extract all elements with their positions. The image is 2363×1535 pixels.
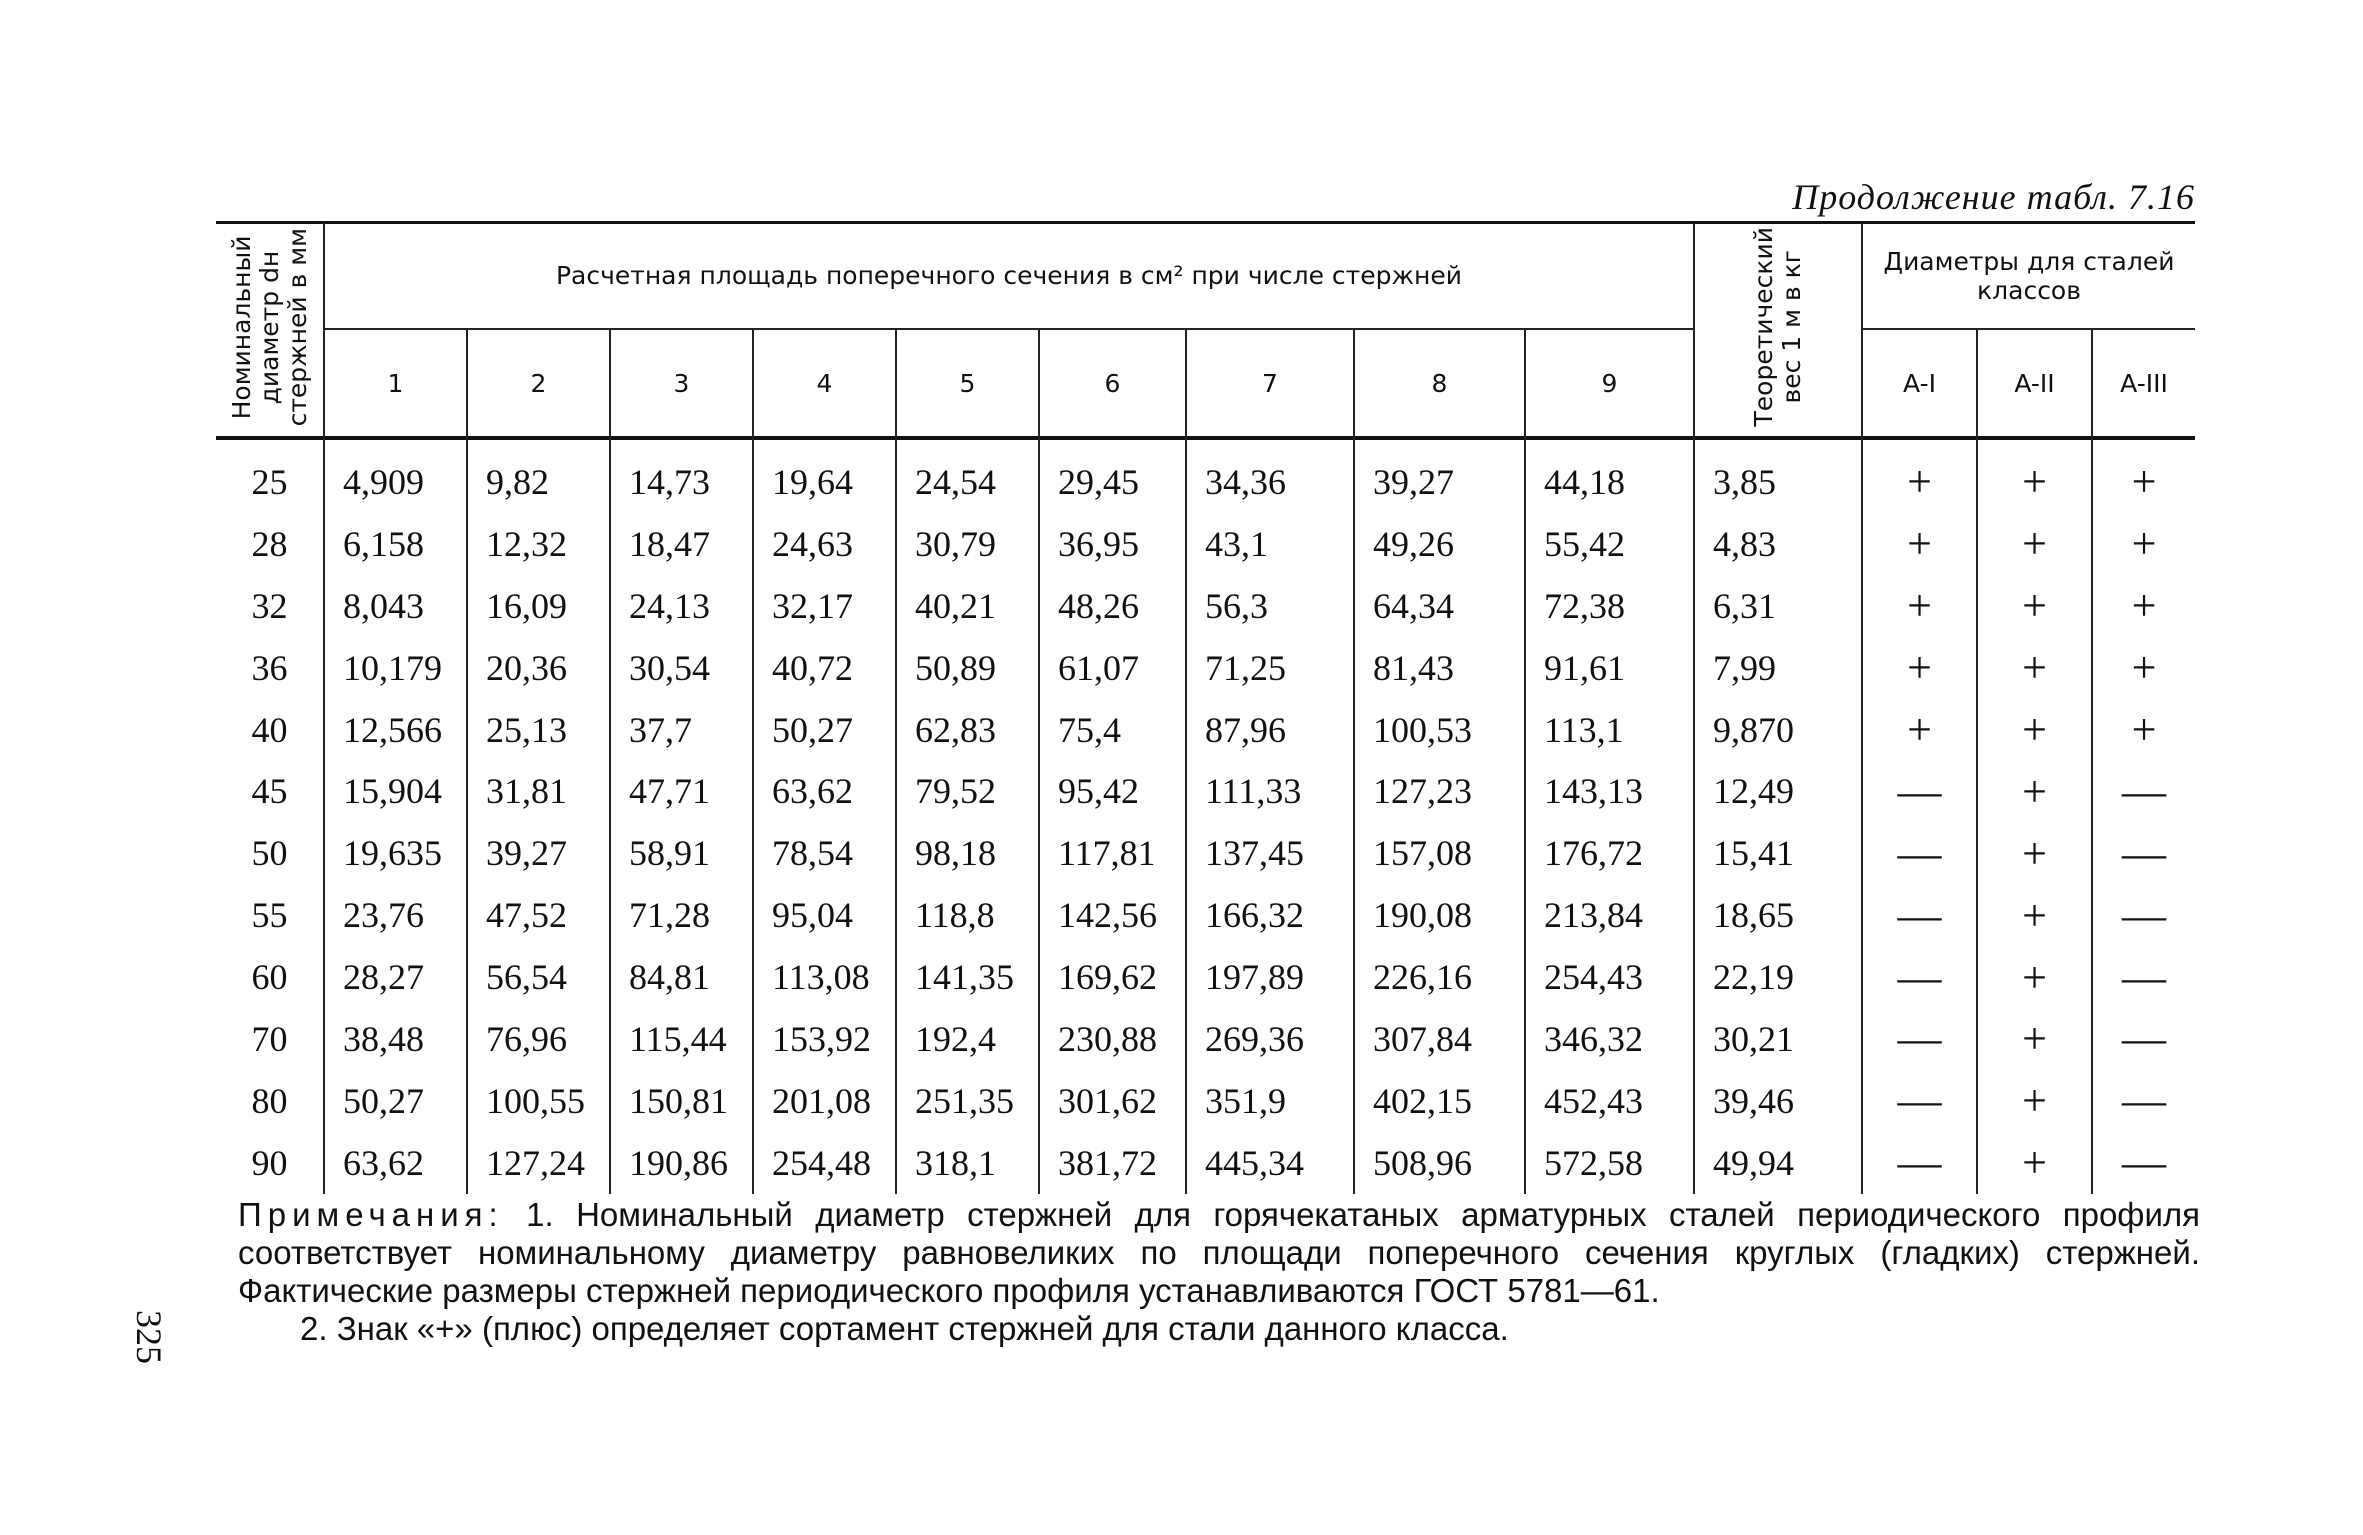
cell-area: 8,043	[324, 575, 467, 637]
cell-area: 141,35	[896, 946, 1039, 1008]
cell-area: 10,179	[324, 637, 467, 699]
cell-area: 50,89	[896, 637, 1039, 699]
cell-area: 19,635	[324, 822, 467, 884]
cell-class-mark: —	[2092, 1070, 2195, 1132]
note-1-text: 1. Номинальный диаметр стержней для горячекатаных арматурных сталей периодического профиля соответствует номинальному диаметру равновеликих по площади поперечного сечения круглых (гладких) стержней. Фактические размеры стержней периодического профиля устанавливаются ГОСТ 5781—61.	[238, 1196, 2201, 1309]
cell-diameter: 90	[251, 1142, 288, 1183]
cell-area: 254,43	[1525, 946, 1694, 1008]
cell-area: 402,15	[1354, 1070, 1525, 1132]
cell-area: 346,32	[1525, 1008, 1694, 1070]
cell-area: 16,09	[467, 575, 610, 637]
cell-area: 56,3	[1186, 575, 1354, 637]
cell-area: 72,38	[1525, 575, 1694, 637]
cell-class-mark: +	[2092, 637, 2195, 699]
cell-area: 142,56	[1039, 884, 1186, 946]
cell-area: 64,34	[1354, 575, 1525, 637]
cell-area: 572,58	[1525, 1132, 1694, 1194]
cell-area: 9,82	[467, 437, 610, 513]
header-class: A-I	[1862, 329, 1977, 437]
table-row	[216, 637, 2195, 699]
table-row	[216, 699, 2195, 761]
cell-area: 95,04	[753, 884, 896, 946]
cell-area: 14,73	[610, 437, 753, 513]
table-row	[216, 884, 2195, 946]
cell-class-mark: +	[1862, 513, 1977, 575]
cell-class-mark: —	[2092, 1132, 2195, 1194]
header-count: 4	[753, 329, 896, 437]
note-2: 2. Знак «+» (плюс) определяет сортамент стержней для стали данного класса.	[300, 1310, 1509, 1347]
cell-area: 100,53	[1354, 699, 1525, 761]
cell-class-mark: +	[1977, 513, 2092, 575]
cell-area: 39,27	[467, 822, 610, 884]
cell-class-mark: +	[1977, 1132, 2092, 1194]
cell-class-mark: +	[1977, 1070, 2092, 1132]
header-count: 7	[1186, 329, 1354, 437]
cell-area: 98,18	[896, 822, 1039, 884]
cell-class-mark: —	[1862, 760, 1977, 822]
cell-area: 63,62	[753, 760, 896, 822]
cell-area: 79,52	[896, 760, 1039, 822]
note-1	[238, 1196, 2200, 1310]
cell-area: 50,27	[324, 1070, 467, 1132]
cell-class-mark: —	[2092, 760, 2195, 822]
cell-weight: 7,99	[1694, 637, 1862, 699]
header-diameter	[216, 223, 324, 437]
cell-area: 76,96	[467, 1008, 610, 1070]
cell-area: 113,1	[1525, 699, 1694, 761]
cell-area: 213,84	[1525, 884, 1694, 946]
cell-class-mark: +	[1977, 637, 2092, 699]
cell-area: 169,62	[1039, 946, 1186, 1008]
cell-area: 137,45	[1186, 822, 1354, 884]
cell-class-mark: +	[2092, 513, 2195, 575]
cell-weight: 39,46	[1694, 1070, 1862, 1132]
cell-area: 445,34	[1186, 1132, 1354, 1194]
cell-area: 38,48	[324, 1008, 467, 1070]
header-area-group: Расчетная площадь поперечного сечения в см² при числе стержней	[324, 223, 1694, 329]
cell-area: 40,72	[753, 637, 896, 699]
cell-area: 190,08	[1354, 884, 1525, 946]
cell-area: 127,23	[1354, 760, 1525, 822]
cell-area: 56,54	[467, 946, 610, 1008]
cell-area: 23,76	[324, 884, 467, 946]
cell-area: 301,62	[1039, 1070, 1186, 1132]
cell-area: 118,8	[896, 884, 1039, 946]
cell-weight: 12,49	[1694, 760, 1862, 822]
cell-class-mark: +	[1977, 884, 2092, 946]
cell-area: 19,64	[753, 437, 896, 513]
cell-area: 63,62	[324, 1132, 467, 1194]
cell-area: 81,43	[1354, 637, 1525, 699]
cell-weight: 4,83	[1694, 513, 1862, 575]
cell-area: 37,7	[610, 699, 753, 761]
cell-area: 111,33	[1186, 760, 1354, 822]
cell-area: 24,54	[896, 437, 1039, 513]
cell-area: 100,55	[467, 1070, 610, 1132]
cell-area: 166,32	[1186, 884, 1354, 946]
cell-area: 32,17	[753, 575, 896, 637]
cell-class-mark: +	[2092, 437, 2195, 513]
cell-area: 91,61	[1525, 637, 1694, 699]
cell-area: 254,48	[753, 1132, 896, 1194]
header-count: 5	[896, 329, 1039, 437]
header-count: 9	[1525, 329, 1694, 437]
cell-weight: 30,21	[1694, 1008, 1862, 1070]
cell-diameter: 55	[251, 895, 288, 936]
header-count: 3	[610, 329, 753, 437]
table-caption: Продолжение табл. 7.16	[1792, 177, 2195, 217]
cell-class-mark: —	[1862, 1008, 1977, 1070]
cell-diameter: 25	[251, 461, 288, 502]
header-diameter-text: Номинальный диаметр dн стержней в мм	[226, 227, 312, 427]
cell-area: 12,32	[467, 513, 610, 575]
header-class: A-III	[2092, 329, 2195, 437]
header-weight-text: Теоретический вес 1 м в кг	[1749, 227, 1806, 427]
cell-area: 62,83	[896, 699, 1039, 761]
cell-diameter: 32	[251, 585, 288, 626]
cell-class-mark: +	[2092, 699, 2195, 761]
cell-area: 20,36	[467, 637, 610, 699]
cell-class-mark: —	[1862, 946, 1977, 1008]
cell-class-mark: +	[1862, 437, 1977, 513]
cell-area: 150,81	[610, 1070, 753, 1132]
cell-diameter: 28	[251, 523, 288, 564]
header-classes-group: Диаметры для сталей классов	[1862, 223, 2195, 329]
table-row	[216, 437, 2195, 513]
cell-area: 34,36	[1186, 437, 1354, 513]
cell-class-mark: +	[1977, 699, 2092, 761]
cell-area: 157,08	[1354, 822, 1525, 884]
cell-area: 351,9	[1186, 1070, 1354, 1132]
cell-area: 18,47	[610, 513, 753, 575]
cell-class-mark: +	[2092, 575, 2195, 637]
cell-class-mark: +	[1862, 637, 1977, 699]
cell-area: 50,27	[753, 699, 896, 761]
cell-area: 36,95	[1039, 513, 1186, 575]
cell-area: 87,96	[1186, 699, 1354, 761]
table-row	[216, 760, 2195, 822]
header-count: 8	[1354, 329, 1525, 437]
cell-class-mark: —	[1862, 822, 1977, 884]
header-row-bottom	[216, 329, 2195, 437]
cell-weight: 15,41	[1694, 822, 1862, 884]
cell-class-mark: +	[1977, 575, 2092, 637]
cell-class-mark: +	[1977, 1008, 2092, 1070]
cell-area: 251,35	[896, 1070, 1039, 1132]
cell-area: 452,43	[1525, 1070, 1694, 1132]
header-weight	[1694, 223, 1862, 437]
cell-class-mark: +	[1862, 575, 1977, 637]
cell-area: 44,18	[1525, 437, 1694, 513]
cell-class-mark: —	[2092, 1008, 2195, 1070]
cell-diameter: 80	[251, 1080, 288, 1121]
cell-area: 30,54	[610, 637, 753, 699]
header-count: 2	[467, 329, 610, 437]
table-body	[216, 437, 2195, 1194]
cell-area: 4,909	[324, 437, 467, 513]
header-count: 1	[324, 329, 467, 437]
cell-area: 29,45	[1039, 437, 1186, 513]
cell-area: 24,63	[753, 513, 896, 575]
cell-class-mark: +	[1977, 822, 2092, 884]
cell-area: 25,13	[467, 699, 610, 761]
cell-class-mark: +	[1977, 946, 2092, 1008]
cell-area: 318,1	[896, 1132, 1039, 1194]
cell-area: 55,42	[1525, 513, 1694, 575]
header-row-top	[216, 223, 2195, 329]
cell-area: 49,26	[1354, 513, 1525, 575]
cell-weight: 6,31	[1694, 575, 1862, 637]
cell-area: 190,86	[610, 1132, 753, 1194]
cell-weight: 3,85	[1694, 437, 1862, 513]
cell-diameter: 50	[251, 833, 288, 874]
cell-area: 84,81	[610, 946, 753, 1008]
cell-class-mark: —	[2092, 946, 2195, 1008]
cell-area: 71,25	[1186, 637, 1354, 699]
header-count: 6	[1039, 329, 1186, 437]
cell-area: 58,91	[610, 822, 753, 884]
cell-diameter: 70	[251, 1018, 288, 1059]
header-class: A-II	[1977, 329, 2092, 437]
notes-label: Примечания:	[238, 1196, 504, 1233]
cell-class-mark: —	[2092, 884, 2195, 946]
cell-class-mark: —	[1862, 1132, 1977, 1194]
cell-area: 113,08	[753, 946, 896, 1008]
cell-area: 115,44	[610, 1008, 753, 1070]
cell-area: 230,88	[1039, 1008, 1186, 1070]
cell-area: 71,28	[610, 884, 753, 946]
rebar-area-table	[216, 223, 2195, 1194]
cell-diameter: 40	[251, 709, 288, 750]
cell-area: 24,13	[610, 575, 753, 637]
cell-class-mark: +	[1977, 437, 2092, 513]
cell-area: 28,27	[324, 946, 467, 1008]
cell-weight: 49,94	[1694, 1132, 1862, 1194]
table-row	[216, 575, 2195, 637]
notes	[238, 1196, 2200, 1348]
cell-area: 197,89	[1186, 946, 1354, 1008]
cell-area: 75,4	[1039, 699, 1186, 761]
cell-area: 30,79	[896, 513, 1039, 575]
cell-area: 95,42	[1039, 760, 1186, 822]
cell-area: 12,566	[324, 699, 467, 761]
cell-class-mark: +	[1862, 699, 1977, 761]
page-number: 325	[129, 1310, 169, 1364]
cell-class-mark: —	[2092, 822, 2195, 884]
cell-area: 201,08	[753, 1070, 896, 1132]
cell-diameter: 36	[251, 647, 288, 688]
cell-area: 47,71	[610, 760, 753, 822]
cell-area: 307,84	[1354, 1008, 1525, 1070]
cell-area: 40,21	[896, 575, 1039, 637]
cell-area: 269,36	[1186, 1008, 1354, 1070]
cell-area: 117,81	[1039, 822, 1186, 884]
table-row	[216, 513, 2195, 575]
cell-class-mark: +	[1977, 760, 2092, 822]
cell-area: 508,96	[1354, 1132, 1525, 1194]
cell-area: 48,26	[1039, 575, 1186, 637]
cell-weight: 18,65	[1694, 884, 1862, 946]
cell-area: 226,16	[1354, 946, 1525, 1008]
cell-area: 31,81	[467, 760, 610, 822]
table-row	[216, 946, 2195, 1008]
cell-area: 15,904	[324, 760, 467, 822]
cell-area: 127,24	[467, 1132, 610, 1194]
table-row	[216, 1008, 2195, 1070]
cell-area: 192,4	[896, 1008, 1039, 1070]
cell-weight: 22,19	[1694, 946, 1862, 1008]
cell-class-mark: —	[1862, 1070, 1977, 1132]
cell-area: 47,52	[467, 884, 610, 946]
cell-weight: 9,870	[1694, 699, 1862, 761]
cell-area: 6,158	[324, 513, 467, 575]
table-row	[216, 1070, 2195, 1132]
cell-area: 61,07	[1039, 637, 1186, 699]
table-row	[216, 1132, 2195, 1194]
cell-area: 381,72	[1039, 1132, 1186, 1194]
cell-area: 153,92	[753, 1008, 896, 1070]
cell-diameter: 45	[251, 771, 288, 812]
cell-diameter: 60	[251, 957, 288, 998]
cell-area: 78,54	[753, 822, 896, 884]
cell-class-mark: —	[1862, 884, 1977, 946]
cell-area: 176,72	[1525, 822, 1694, 884]
cell-area: 143,13	[1525, 760, 1694, 822]
cell-area: 39,27	[1354, 437, 1525, 513]
table-row	[216, 822, 2195, 884]
cell-area: 43,1	[1186, 513, 1354, 575]
